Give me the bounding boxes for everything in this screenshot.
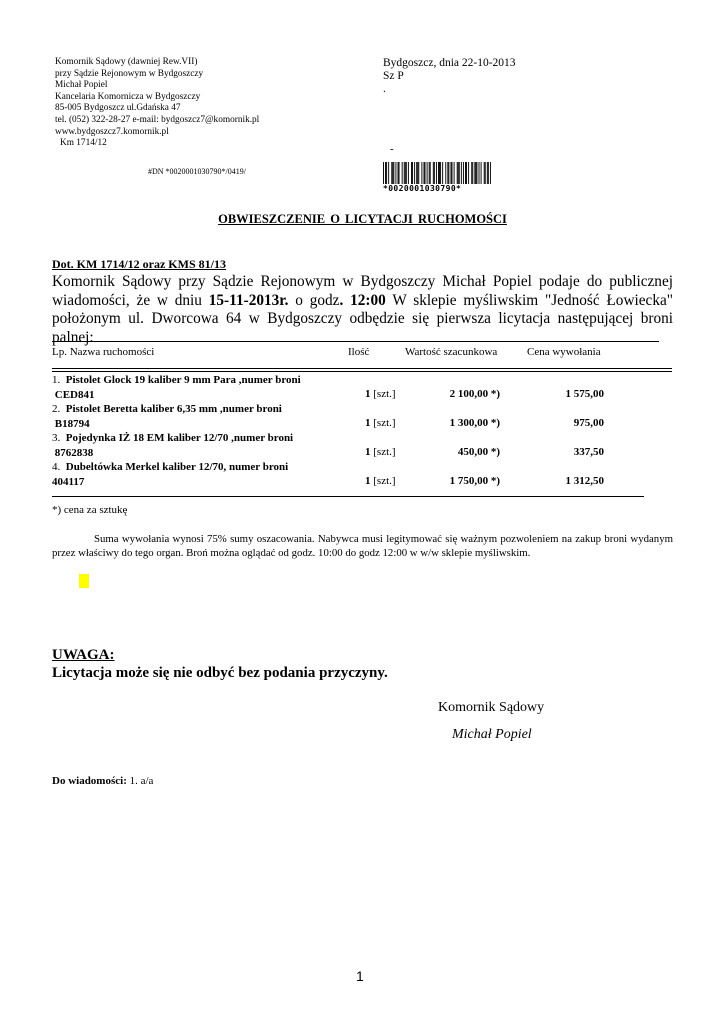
office-line: tel. (052) 322-28-27 e-mail: bydgoszcz7@komornik.pl [55,114,260,125]
warning-text: Licytacja może się nie odbyć bez podania przyczyny. [52,665,388,681]
office-line: Komornik Sądowy (dawniej Rew.VII) [55,57,198,67]
signature-name: Michał Popiel [452,727,532,742]
item-qty: 1 [szt.] [365,417,396,429]
row-number: 1. [52,374,61,386]
item-serial: B18794 [54,417,90,430]
cc-label: Do wiadomości: [52,775,127,787]
intro-text: Komornik Sądowy przy Sądzie Rejonowym w Bydgoszczy Michał Popiel podaje do publicznej wiadomości, że w dniu [52,273,673,309]
item-serial: 404117 [52,475,85,488]
office-line: przy Sądzie Rejonowym w Bydgoszczy [55,68,204,79]
item-name: Pojedynka IŻ 18 EM kaliber 12/70 ,numer broni [65,432,294,444]
highlight-mark [79,574,89,588]
office-header [55,57,259,150]
office-line: 85-005 Bydgoszcz ul.Gdańska 47 [55,103,181,114]
terms-paragraph: Suma wywołania wynosi 75% sumy oszacowania. Nabywca musi legitymować się ważnym pozwoleniem na zakup broni wydanym przez właściwy do tego organ. Broń można oglądać od godz. 10:00 do godz 12:00 w w/w sklepie myśliwskim. [52,533,673,559]
table-row [52,373,301,402]
item-price: 975,00 [573,417,604,429]
item-value: 450,00 *) [457,446,500,458]
dash-mark: - [390,143,394,155]
header-price: Cena wywołania [527,346,601,358]
auction-time: . 12:00 [339,291,386,309]
reference-code: Sz P [383,70,404,82]
office-line: Kancelaria Komornicza w Bydgoszczy [55,91,201,102]
office-line: Michał Popiel [55,80,108,91]
row-number: 3. [52,432,61,444]
cc-value: 1. a/a [126,775,154,787]
item-price: 1 312,50 [565,475,604,487]
item-value: 1 750,00 *) [449,475,500,487]
footnote: *) cena za sztukę [52,504,128,516]
item-value: 1 300,00 *) [449,417,500,429]
intro-text: W sklepie myśliwskim "Jedność Łowiecka" położonym ul. Dworcowa 64 w Bydgoszczy odbędzie się pierwsza licytacja następującej broni palnej: [52,291,673,346]
signature-title: Komornik Sądowy [438,700,545,715]
item-value: 2 100,00 *) [449,388,500,400]
header-value: Wartość szacunkowa [405,346,498,358]
table-row [52,402,282,431]
intro-paragraph [52,273,673,347]
table-row [52,431,293,460]
date-block [383,57,516,96]
row-number: 4. [52,461,61,473]
item-name: Pistolet Glock 19 kaliber 9 mm Para ,numer broni [65,374,301,386]
page-number: 1 [356,968,364,984]
item-qty: 1 [szt.] [365,446,396,458]
item-price: 337,50 [573,446,604,458]
item-name: Pistolet Beretta kaliber 6,35 mm ,numer broni [65,403,282,415]
warning-heading: UWAGA: [52,647,115,663]
header-rule [52,368,672,369]
auction-date: 15-11-2013r. [208,291,289,309]
case-reference: Dot. KM 1714/12 oraz KMS 81/13 [52,257,226,271]
intro-text: o godz [288,291,340,309]
dot-mark: . [383,83,386,95]
item-serial: CED841 [54,388,95,401]
row-number: 2. [52,403,61,415]
item-price: 1 575,00 [565,388,604,400]
document-title: OBWIESZCZENIE O LICYTACJI RUCHOMOŚCI [218,212,507,226]
cc-line [52,775,153,787]
office-line: www.bydgoszcz7.komornik.pl [55,126,169,137]
header-rule [52,371,672,372]
barcode-icon [383,162,491,184]
item-qty: 1 [szt.] [365,475,396,487]
table-top-line [52,341,606,342]
barcode [383,162,491,193]
item-serial: 8762838 [54,446,94,459]
header-name: Lp. Nazwa ruchomości [52,346,155,358]
table-top-line-right [606,341,659,342]
header-qty: Ilość [348,346,370,358]
case-number: Km 1714/12 [60,138,107,149]
barcode-text: *0020001030790* [383,184,462,193]
place-date: Bydgoszcz, dnia 22-10-2013 [383,57,516,69]
table-row [52,460,288,489]
dn-code: #DN *0020001030790*/0419/ [148,167,246,176]
table-bottom-line [52,496,644,497]
item-qty: 1 [szt.] [365,388,396,400]
item-name: Dubeltówka Merkel kaliber 12/70, numer broni [65,461,289,473]
